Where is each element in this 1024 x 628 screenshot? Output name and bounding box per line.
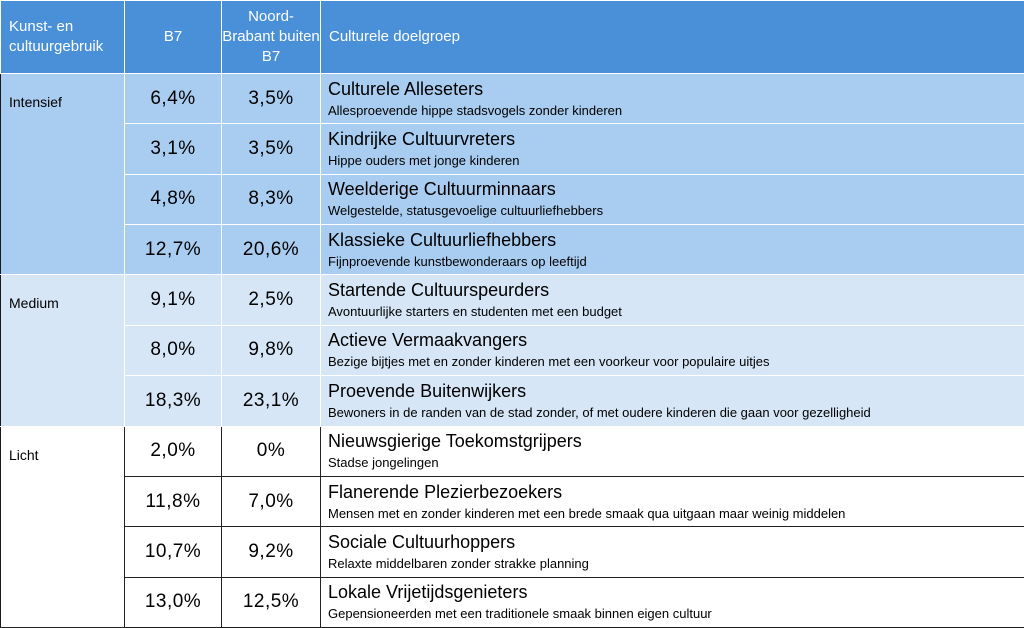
header-noord-brabant: Noord-Brabant buiten B7 bbox=[222, 1, 321, 74]
noord-brabant-percentage: 12,5% bbox=[222, 577, 321, 627]
b7-percentage: 2,0% bbox=[125, 426, 222, 476]
b7-percentage: 11,8% bbox=[125, 476, 222, 526]
doelgroep-cell bbox=[321, 124, 1024, 174]
category-label: Medium bbox=[1, 275, 125, 426]
doelgroep-cell bbox=[321, 426, 1024, 476]
doelgroep-subtitle: Welgestelde, statusgevoelige cultuurliefhebbers bbox=[328, 203, 604, 219]
table-row bbox=[1, 476, 1024, 526]
doelgroep-title: Nieuwsgierige Toekomstgrijpers bbox=[328, 431, 582, 452]
doelgroep-title: Flanerende Plezierbezoekers bbox=[328, 481, 563, 502]
doelgroep-subtitle: Bewoners in de randen van de stad zonder, of met oudere kinderen die gaan voor gezelligheid bbox=[328, 404, 871, 420]
header-kunst-cultuurgebruik: Kunst- en cultuurgebruik bbox=[1, 1, 125, 74]
noord-brabant-percentage: 9,2% bbox=[222, 527, 321, 577]
doelgroep-title: Sociale Cultuurhoppers bbox=[328, 531, 516, 552]
b7-percentage: 3,1% bbox=[125, 124, 222, 174]
doelgroep-cell bbox=[321, 174, 1024, 224]
noord-brabant-percentage: 3,5% bbox=[222, 74, 321, 124]
b7-percentage: 18,3% bbox=[125, 376, 222, 426]
table-row bbox=[1, 74, 1024, 124]
noord-brabant-percentage: 2,5% bbox=[222, 275, 321, 325]
doelgroep-cell bbox=[321, 225, 1024, 275]
doelgroep-cell bbox=[321, 325, 1024, 375]
b7-percentage: 13,0% bbox=[125, 577, 222, 627]
doelgroep-cell bbox=[321, 74, 1024, 124]
doelgroep-cell bbox=[321, 527, 1024, 577]
table-row bbox=[1, 174, 1024, 224]
doelgroep-title: Klassieke Cultuurliefhebbers bbox=[328, 229, 557, 250]
doelgroep-subtitle: Mensen met en zonder kinderen met een brede smaak qua uitgaan maar weinig middelen bbox=[328, 505, 846, 521]
doelgroep-title: Kindrijke Cultuurvreters bbox=[328, 129, 516, 150]
doelgroep-cell bbox=[321, 376, 1024, 426]
header-culturele-doelgroep: Culturele doelgroep bbox=[321, 1, 1024, 74]
doelgroep-subtitle: Fijnproevende kunstbewonderaars op leeftijd bbox=[328, 253, 587, 269]
doelgroep-title: Weelderige Cultuurminnaars bbox=[328, 179, 556, 200]
table-row bbox=[1, 325, 1024, 375]
table-row bbox=[1, 577, 1024, 627]
b7-percentage: 8,0% bbox=[125, 325, 222, 375]
doelgroep-subtitle: Gepensioneerden met een traditionele smaak binnen eigen cultuur bbox=[328, 606, 712, 622]
noord-brabant-percentage: 3,5% bbox=[222, 124, 321, 174]
category-label: Intensief bbox=[1, 74, 125, 275]
noord-brabant-percentage: 0% bbox=[222, 426, 321, 476]
table-row bbox=[1, 376, 1024, 426]
b7-percentage: 10,7% bbox=[125, 527, 222, 577]
b7-percentage: 4,8% bbox=[125, 174, 222, 224]
b7-percentage: 12,7% bbox=[125, 225, 222, 275]
noord-brabant-percentage: 8,3% bbox=[222, 174, 321, 224]
doelgroep-title: Culturele Alleseters bbox=[328, 78, 484, 99]
table-row bbox=[1, 426, 1024, 476]
header-row bbox=[1, 1, 1024, 74]
doelgroep-subtitle: Relaxte middelbaren zonder strakke planning bbox=[328, 555, 589, 571]
doelgroep-cell bbox=[321, 476, 1024, 526]
doelgroep-subtitle: Avontuurlijke starters en studenten met een budget bbox=[328, 304, 622, 320]
doelgroep-subtitle: Hippe ouders met jonge kinderen bbox=[328, 153, 520, 169]
table-row bbox=[1, 124, 1024, 174]
doelgroep-cell bbox=[321, 577, 1024, 627]
doelgroep-title: Startende Cultuurspeurders bbox=[328, 280, 550, 301]
noord-brabant-percentage: 20,6% bbox=[222, 225, 321, 275]
table-row bbox=[1, 275, 1024, 325]
noord-brabant-percentage: 9,8% bbox=[222, 325, 321, 375]
table-row bbox=[1, 225, 1024, 275]
doelgroep-subtitle: Allesproevende hippe stadsvogels zonder kinderen bbox=[328, 102, 623, 118]
doelgroep-title: Lokale Vrijetijdsgenieters bbox=[328, 582, 528, 603]
header-b7: B7 bbox=[125, 1, 222, 74]
table-row bbox=[1, 527, 1024, 577]
noord-brabant-percentage: 7,0% bbox=[222, 476, 321, 526]
doelgroep-subtitle: Stadse jongelingen bbox=[328, 455, 439, 471]
doelgroep-subtitle: Bezige bijtjes met en zonder kinderen met een voorkeur voor populaire uitjes bbox=[328, 354, 770, 370]
doelgroep-title: Actieve Vermaakvangers bbox=[328, 330, 528, 351]
b7-percentage: 9,1% bbox=[125, 275, 222, 325]
doelgroep-title: Proevende Buitenwijkers bbox=[328, 380, 527, 401]
category-label: Licht bbox=[1, 426, 125, 627]
noord-brabant-percentage: 23,1% bbox=[222, 376, 321, 426]
b7-percentage: 6,4% bbox=[125, 74, 222, 124]
doelgroep-cell bbox=[321, 275, 1024, 325]
